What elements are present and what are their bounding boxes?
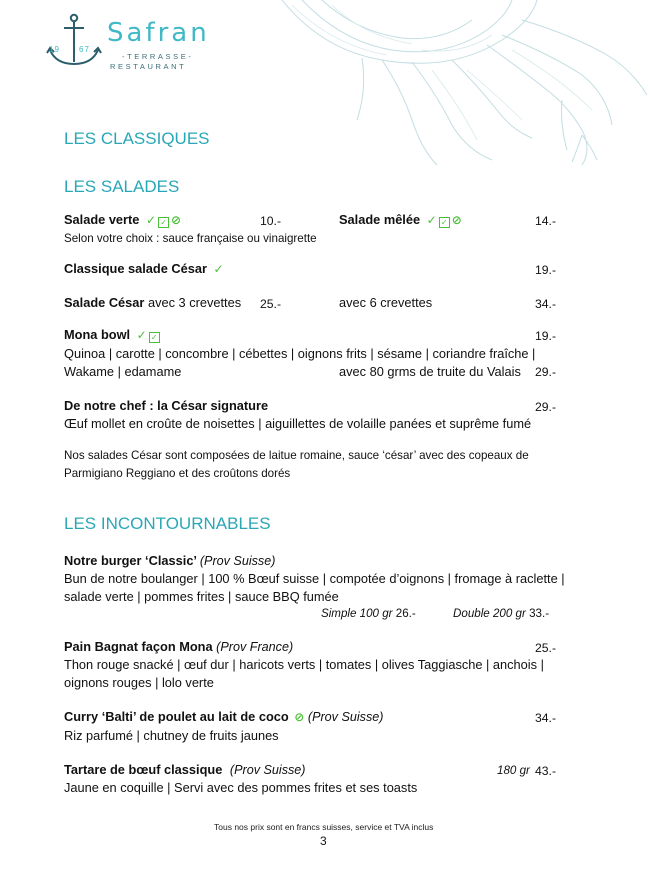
salade-cesar-option-2: avec 6 crevettes (339, 295, 433, 310)
salades-note-line-1: Nos salades César sont composées de laitue romaine, sauce ‘césar’ avec des copeaux de (64, 449, 529, 462)
curry-price: 34.- (535, 711, 557, 725)
salade-verte-description: Selon votre choix : sauce française ou vinaigrette (64, 232, 317, 245)
mona-bowl-item (64, 327, 160, 343)
classique-cesar-name: Classique salade César (64, 261, 207, 276)
salade-cesar-option-1: avec 3 crevettes (147, 295, 242, 310)
section-title-salades: LES SALADES (64, 177, 180, 196)
check-mark-icon: ✓ (213, 262, 224, 276)
chef-cesar-description: Œuf mollet en croûte de noisettes | aiguillettes de volaille panées et suprême fumé (64, 416, 532, 431)
check-mark-icon: ✓ (136, 328, 147, 342)
salade-cesar-price-2: 34.- (535, 297, 557, 311)
no-symbol-icon: ⊘ (451, 213, 462, 227)
curry-item (64, 709, 383, 724)
section-title-classiques: LES CLASSIQUES (64, 129, 210, 148)
salade-melee-name: Salade mêlée (339, 212, 421, 227)
mona-bowl-option: avec 80 grms de truite du Valais (339, 364, 521, 379)
tartare-name: Tartare de bœuf classique (64, 762, 223, 777)
salade-verte-item (64, 212, 181, 228)
salade-cesar-name: Salade César (64, 295, 145, 310)
tartare-provenance: (Prov Suisse) (229, 763, 306, 777)
salade-verte-price: 10.- (260, 214, 282, 228)
logo-year-left: 19 (49, 45, 60, 54)
check-mark-icon: ✓ (426, 213, 437, 227)
burger-item (64, 553, 275, 568)
salade-cesar-price-1: 25.- (260, 297, 282, 311)
mona-bowl-name: Mona bowl (64, 327, 131, 342)
pain-bagnat-description-line-2: oignons rouges | lolo verte (64, 675, 214, 690)
burger-simple-label: Simple 100 gr (321, 607, 393, 620)
burger-name: Notre burger ‘Classic’ (64, 553, 197, 568)
burger-double-label: Double 200 gr (453, 607, 526, 620)
curry-name: Curry ‘Balti’ de poulet au lait de coco (64, 709, 289, 724)
salade-melee-item (339, 212, 462, 228)
logo-name: Safran (107, 18, 210, 48)
pain-bagnat-item (64, 639, 293, 654)
anchor-icon (44, 12, 104, 72)
mona-bowl-option-price: 29.- (535, 365, 557, 379)
page-number: 3 (320, 834, 327, 848)
jellyfish-illustration (262, 0, 651, 170)
burger-double-option (453, 607, 549, 620)
tartare-item (64, 762, 306, 777)
restaurant-logo (44, 12, 210, 72)
salade-melee-price: 14.- (535, 214, 557, 228)
chef-cesar-item: De notre chef : la César signature (64, 398, 269, 413)
mona-bowl-description-line-1: Quinoa | carotte | concombre | cébettes | oignons frits | sésame | coriandre fraîche | (64, 346, 536, 361)
pain-bagnat-provenance: (Prov France) (216, 640, 294, 654)
logo-year-right: 67 (79, 45, 90, 54)
logo-subtitle-restaurant: RESTAURANT (110, 62, 187, 71)
logo-subtitle (110, 52, 193, 72)
check-box-icon: ✓ (439, 217, 450, 228)
no-symbol-icon: ⊘ (294, 710, 305, 724)
check-mark-icon: ✓ (145, 213, 157, 227)
salade-verte-name: Salade verte (64, 212, 140, 227)
burger-double-price: 33.- (529, 607, 550, 620)
burger-description-line-1: Bun de notre boulanger | 100 % Bœuf suisse | compotée d’oignons | fromage à raclette | (64, 571, 565, 586)
pain-bagnat-name: Pain Bagnat façon Mona (64, 639, 213, 654)
tartare-price: 43.- (535, 764, 557, 778)
mona-bowl-description-line-2: Wakame | edamame (64, 364, 182, 379)
burger-simple-option (321, 607, 416, 620)
section-title-incontournables: LES INCONTOURNABLES (64, 514, 271, 533)
no-symbol-icon: ⊘ (171, 213, 182, 227)
pain-bagnat-price: 25.- (535, 641, 557, 655)
curry-description: Riz parfumé | chutney de fruits jaunes (64, 728, 279, 743)
classique-cesar-item (64, 261, 224, 276)
tartare-description: Jaune en coquille | Servi avec des pommes frites et ses toasts (64, 780, 418, 795)
chef-cesar-price: 29.- (535, 400, 557, 414)
footer-prices-note: Tous nos prix sont en francs suisses, service et TVA inclus (214, 822, 434, 832)
pain-bagnat-description-line-1: Thon rouge snacké | œuf dur | haricots verts | tomates | olives Taggiasche | anchois | (64, 657, 544, 672)
tartare-weight: 180 gr (497, 764, 530, 777)
burger-simple-price: 26.- (395, 607, 416, 620)
classique-cesar-price: 19.- (535, 263, 557, 277)
salade-cesar-item (64, 295, 241, 310)
mona-bowl-price: 19.- (535, 329, 557, 343)
check-box-icon: ✓ (158, 217, 169, 228)
burger-provenance: (Prov Suisse) (199, 554, 276, 568)
check-box-icon: ✓ (149, 332, 160, 343)
curry-provenance: (Prov Suisse) (307, 710, 384, 724)
salades-note-line-2: Parmigiano Reggiano et des croûtons dorés (64, 467, 291, 480)
logo-subtitle-terrasse: -TERRASSE- (122, 52, 194, 61)
burger-description-line-2: salade verte | pommes frites | sauce BBQ fumée (64, 589, 339, 604)
